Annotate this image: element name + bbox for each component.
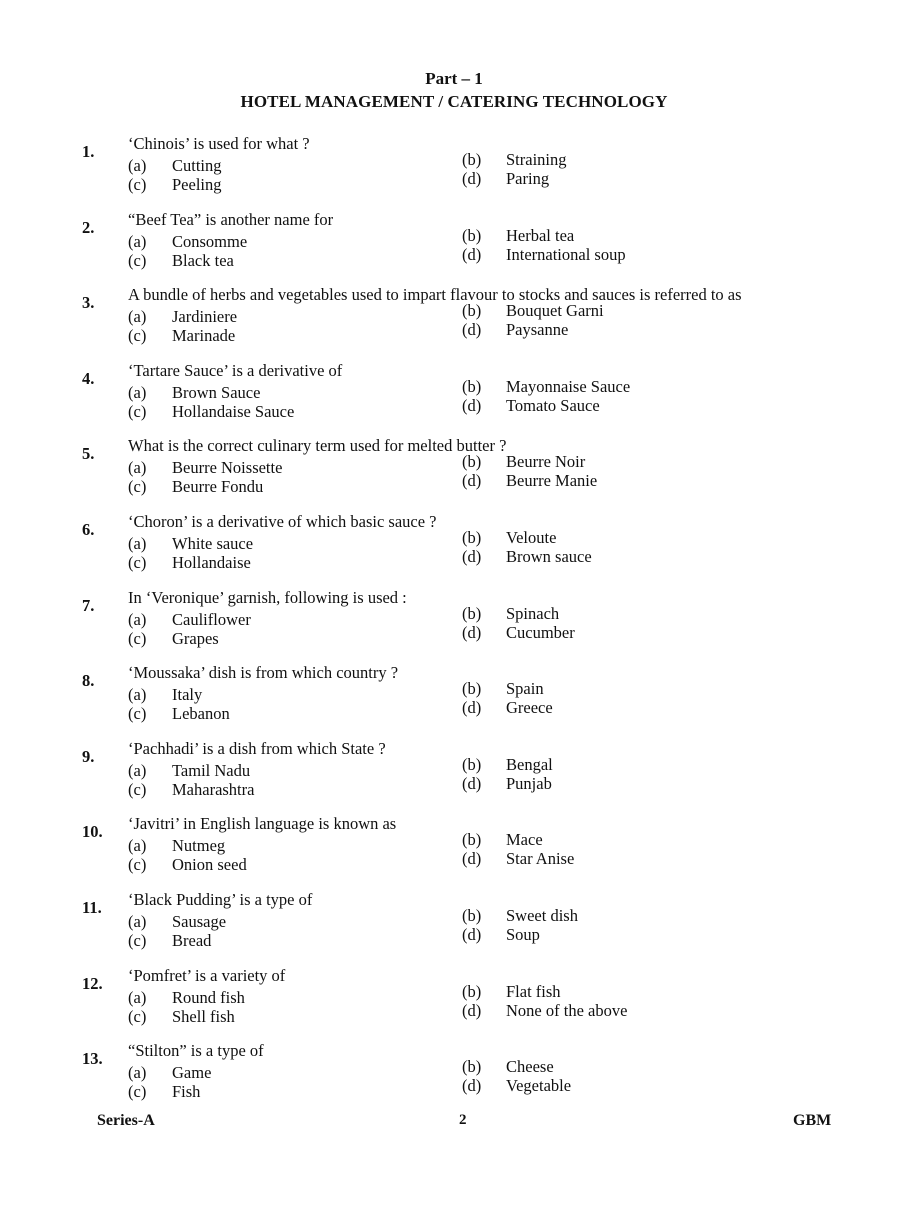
option-label: (d)	[462, 169, 482, 188]
option-text: Consomme	[172, 231, 248, 251]
option-label: (d)	[462, 773, 482, 793]
option-a	[128, 610, 251, 629]
option-text: Star Anise	[506, 849, 575, 869]
option-a	[128, 383, 260, 402]
question-text: ‘Moussaka’ dish is from which country ?	[128, 663, 399, 683]
option-text: White sauce	[172, 533, 254, 553]
option-c	[128, 704, 230, 723]
option-label: (b)	[462, 452, 482, 472]
question-item	[0, 436, 900, 512]
option-c	[128, 402, 294, 421]
option-d	[462, 471, 597, 490]
option-b	[462, 1057, 554, 1076]
question-text: ‘Black Pudding’ is a type of	[128, 889, 313, 909]
option-label: (c)	[128, 704, 147, 724]
question-text: ‘Tartare Sauce’ is a derivative of	[128, 360, 343, 380]
option-text: Spain	[506, 679, 544, 699]
option-d	[462, 774, 552, 793]
option-text: Soup	[506, 924, 540, 944]
option-a	[128, 836, 225, 855]
option-b	[462, 150, 567, 169]
option-text: Jardiniere	[172, 307, 238, 327]
paper-code: GBM	[793, 1112, 832, 1129]
option-text: Cutting	[172, 156, 222, 175]
option-label: (c)	[128, 1082, 147, 1102]
option-b	[462, 830, 543, 849]
option-label: (a)	[128, 911, 147, 931]
option-text: Maharashtra	[172, 779, 255, 799]
question-number: 6.	[82, 519, 95, 539]
option-label: (c)	[128, 326, 147, 346]
option-c	[128, 629, 219, 648]
question-text: ‘Choron’ is a derivative of which basic sauce ?	[128, 511, 437, 531]
option-text: Brown Sauce	[172, 382, 261, 402]
question-number: 12.	[82, 973, 103, 993]
series-label: Series-A	[97, 1112, 155, 1129]
option-label: (a)	[128, 609, 147, 629]
question-number: 5.	[82, 444, 95, 464]
option-label: (b)	[462, 981, 482, 1001]
option-c	[128, 553, 251, 572]
option-c	[128, 477, 263, 496]
option-d	[462, 320, 568, 339]
option-label: (c)	[128, 779, 147, 799]
option-a	[128, 988, 245, 1007]
option-label: (b)	[462, 527, 482, 547]
option-text: Round fish	[172, 987, 245, 1007]
option-text: Herbal tea	[506, 225, 575, 245]
option-label: (c)	[128, 930, 147, 950]
option-label: (d)	[462, 1076, 482, 1096]
option-d	[462, 849, 574, 868]
option-text: Brown sauce	[506, 546, 592, 566]
option-text: Lebanon	[172, 704, 230, 724]
option-b	[462, 982, 561, 1001]
option-text: Paring	[506, 169, 550, 188]
option-text: None of the above	[506, 1000, 628, 1020]
option-text: Black tea	[172, 250, 234, 270]
option-b	[462, 452, 585, 471]
question-item	[0, 512, 900, 588]
option-text: Cucumber	[506, 622, 575, 642]
option-label: (b)	[462, 603, 482, 623]
question-item	[0, 814, 900, 890]
question-item	[0, 285, 900, 361]
option-c	[128, 251, 234, 270]
question-number: 1.	[82, 142, 95, 161]
question-item	[0, 739, 900, 815]
question-text: What is the correct culinary term used for melted butter ?	[128, 436, 507, 456]
option-text: Sweet dish	[506, 905, 578, 925]
option-text: Fish	[172, 1082, 201, 1102]
option-b	[462, 604, 559, 623]
question-text: ‘Pachhadi’ is a dish from which State ?	[128, 738, 386, 758]
option-label: (b)	[462, 905, 482, 925]
option-text: Sausage	[172, 911, 227, 931]
option-b	[462, 528, 556, 547]
question-text: ‘Pomfret’ is a variety of	[128, 965, 286, 985]
option-d	[462, 1076, 571, 1095]
option-text: Mace	[506, 830, 543, 850]
option-text: Vegetable	[506, 1076, 572, 1096]
option-b	[462, 226, 574, 245]
option-text: Spinach	[506, 603, 560, 623]
option-b	[462, 906, 578, 925]
option-a	[128, 307, 237, 326]
option-b	[462, 377, 630, 396]
question-number: 2.	[82, 217, 95, 237]
option-label: (a)	[128, 156, 147, 175]
option-label: (d)	[462, 1000, 482, 1020]
option-text: Bread	[172, 930, 212, 950]
option-label: (b)	[462, 150, 482, 169]
option-text: Flat fish	[506, 981, 561, 1001]
option-c	[128, 855, 247, 874]
option-label: (b)	[462, 830, 482, 850]
option-label: (a)	[128, 836, 147, 856]
option-label: (a)	[128, 231, 147, 251]
option-text: Onion seed	[172, 855, 247, 875]
option-label: (a)	[128, 307, 147, 327]
option-text: Tamil Nadu	[172, 760, 251, 780]
option-text: Mayonnaise Sauce	[506, 376, 631, 396]
option-label: (b)	[462, 376, 482, 396]
option-text: Grapes	[172, 628, 219, 648]
question-text: In ‘Veronique’ garnish, following is used :	[128, 587, 407, 607]
option-c	[128, 1082, 200, 1101]
option-label: (b)	[462, 754, 482, 774]
question-text: ‘Chinois’ is used for what ?	[128, 134, 310, 153]
option-text: Paysanne	[506, 320, 569, 340]
option-label: (d)	[462, 622, 482, 642]
question-text: “Beef Tea” is another name for	[128, 209, 334, 229]
option-text: Nutmeg	[172, 836, 226, 856]
option-a	[128, 912, 226, 931]
option-label: (d)	[462, 924, 482, 944]
option-a	[128, 156, 222, 175]
option-label: (d)	[462, 698, 482, 718]
option-d	[462, 623, 575, 642]
option-label: (d)	[462, 395, 482, 415]
option-label: (a)	[128, 1063, 147, 1083]
option-label: (c)	[128, 401, 147, 421]
option-text: Hollandaise	[172, 552, 251, 572]
option-text: Bouquet Garni	[506, 301, 604, 321]
option-text: Beurre Fondu	[172, 477, 264, 497]
option-label: (a)	[128, 685, 147, 705]
option-label: (d)	[462, 849, 482, 869]
question-number: 9.	[82, 746, 95, 766]
question-number: 10.	[82, 822, 103, 842]
option-text: Greece	[506, 698, 553, 718]
question-number: 11.	[82, 897, 102, 917]
option-text: Bengal	[506, 754, 553, 774]
question-number: 4.	[82, 368, 95, 388]
option-text: Italy	[172, 685, 203, 705]
option-label: (c)	[128, 175, 147, 194]
option-text: Veloute	[506, 527, 557, 547]
subject-title: HOTEL MANAGEMENT / CATERING TECHNOLOGY	[240, 92, 668, 111]
option-label: (c)	[128, 628, 147, 648]
option-c	[128, 1007, 235, 1026]
option-label: (a)	[128, 760, 147, 780]
option-text: Beurre Noir	[506, 452, 586, 472]
option-label: (a)	[128, 458, 147, 478]
question-list	[0, 134, 900, 1117]
option-text: Peeling	[172, 175, 222, 194]
option-label: (d)	[462, 471, 482, 491]
question-item	[0, 134, 900, 210]
option-d	[462, 169, 549, 188]
option-a	[128, 534, 253, 553]
option-label: (c)	[128, 855, 147, 875]
question-text: ‘Javitri’ in English language is known as	[128, 814, 397, 834]
question-item	[0, 890, 900, 966]
option-label: (b)	[462, 679, 482, 699]
option-label: (c)	[128, 552, 147, 572]
option-text: Hollandaise Sauce	[172, 401, 295, 421]
option-text: Straining	[506, 150, 567, 169]
option-d	[462, 245, 626, 264]
option-label: (a)	[128, 533, 147, 553]
part-heading: Part – 1	[425, 69, 483, 88]
option-text: Cauliflower	[172, 609, 251, 629]
option-label: (a)	[128, 987, 147, 1007]
option-label: (c)	[128, 1006, 147, 1026]
question-number: 8.	[82, 671, 95, 691]
option-label: (d)	[462, 320, 482, 340]
option-d	[462, 925, 540, 944]
option-label: (d)	[462, 546, 482, 566]
option-b	[462, 301, 604, 320]
option-c	[128, 780, 254, 799]
option-text: Cheese	[506, 1057, 554, 1077]
option-text: Punjab	[506, 773, 552, 793]
option-c	[128, 931, 211, 950]
question-item	[0, 588, 900, 664]
question-item	[0, 1041, 900, 1117]
option-d	[462, 698, 553, 717]
option-label: (d)	[462, 244, 482, 264]
question-number: 7.	[82, 595, 95, 615]
question-number: 13.	[82, 1049, 103, 1069]
option-a	[128, 685, 202, 704]
option-a	[128, 1063, 211, 1082]
option-c	[128, 175, 222, 194]
option-label: (c)	[128, 477, 147, 497]
option-d	[462, 547, 592, 566]
option-text: International soup	[506, 244, 626, 264]
option-text: Tomato Sauce	[506, 395, 600, 415]
option-text: Beurre Manie	[506, 471, 598, 491]
question-text: A bundle of herbs and vegetables used to impart flavour to stocks and sauces is referred to as	[128, 285, 742, 305]
option-d	[462, 396, 600, 415]
option-label: (b)	[462, 301, 482, 321]
option-a	[128, 458, 282, 477]
option-label: (a)	[128, 382, 147, 402]
option-d	[462, 1001, 627, 1020]
option-label: (c)	[128, 250, 147, 270]
option-text: Beurre Noissette	[172, 458, 283, 478]
option-c	[128, 326, 235, 345]
option-label: (b)	[462, 1057, 482, 1077]
option-b	[462, 755, 553, 774]
question-item	[0, 663, 900, 739]
page-header	[0, 68, 900, 113]
option-text: Game	[172, 1063, 212, 1083]
question-item	[0, 966, 900, 1042]
page-number: 2	[459, 1112, 467, 1128]
question-number: 3.	[82, 293, 95, 313]
option-label: (b)	[462, 225, 482, 245]
question-text: “Stilton” is a type of	[128, 1041, 264, 1061]
question-item	[0, 361, 900, 437]
option-text: Shell fish	[172, 1006, 235, 1026]
question-item	[0, 210, 900, 286]
option-text: Marinade	[172, 326, 236, 346]
option-a	[128, 761, 250, 780]
option-a	[128, 232, 247, 251]
option-b	[462, 679, 544, 698]
